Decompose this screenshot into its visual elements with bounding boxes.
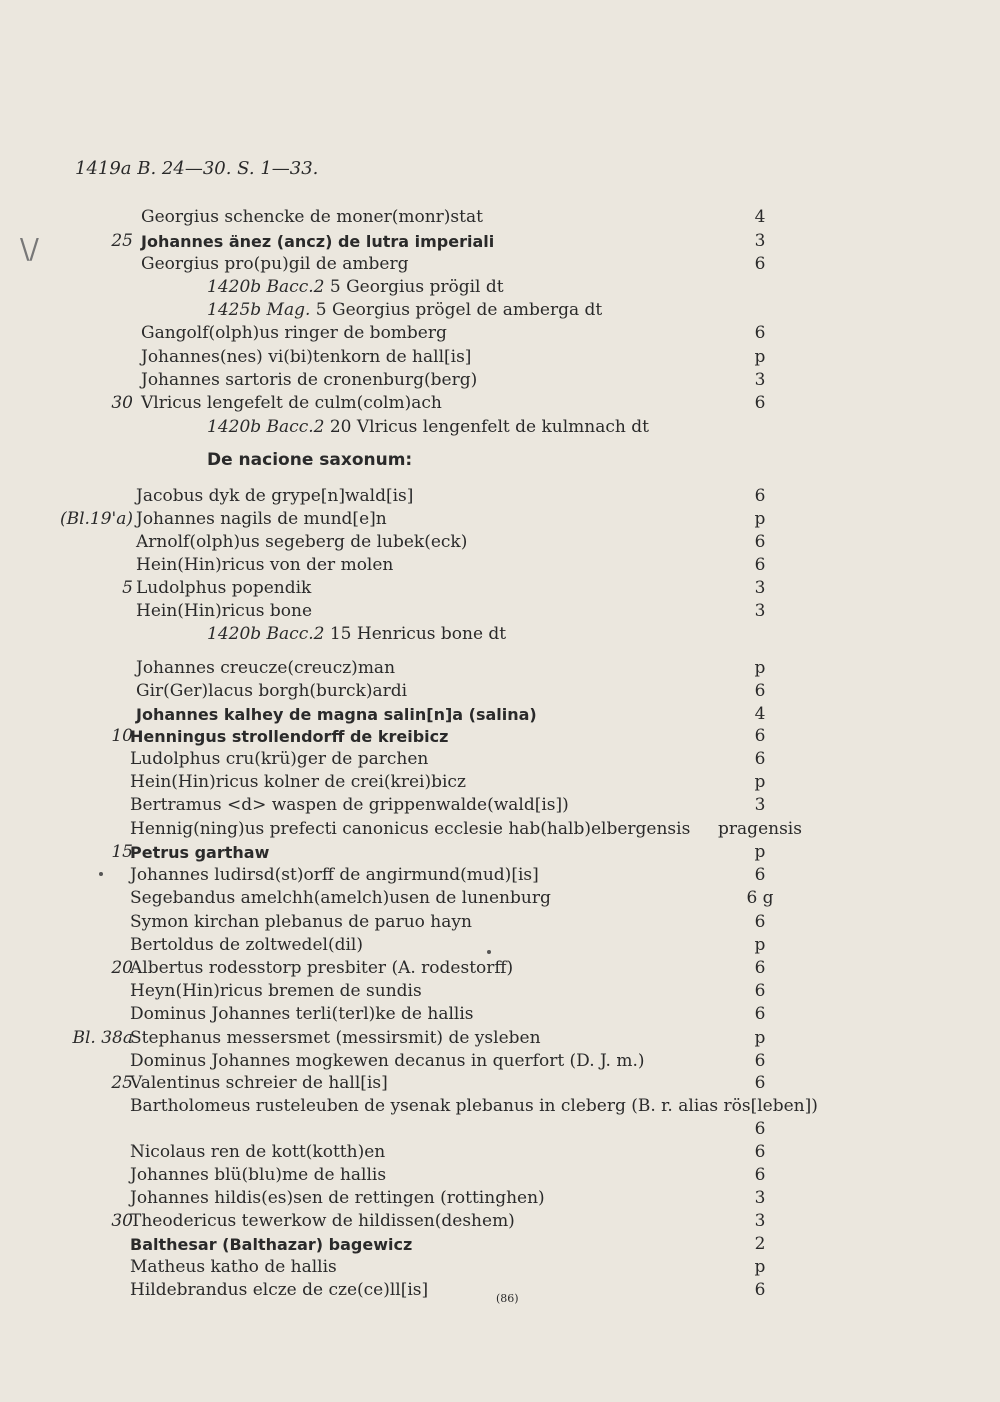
entry-row (0, 1003, 1000, 1026)
entry-name: Stephanus messersmet (messirsmit) de ysleben (130, 1028, 541, 1048)
degree-text: 5 Georgius prögil dt (329, 277, 504, 297)
entry-name: Hennig(ning)us prefecti canonicus ecclesie hab(halb)elbergensis (130, 819, 691, 839)
entry-value: pragensis (718, 819, 802, 839)
degree-prefix: 1420b Bacc.2 (207, 277, 325, 297)
entry-row (0, 1095, 1000, 1118)
entry-name: Matheus katho de hallis (130, 1257, 337, 1277)
entry-row (0, 299, 1000, 322)
entry-name: Gangolf(olph)us ringer de bomberg (141, 323, 447, 343)
entry-number: 20 (111, 958, 133, 978)
degree-prefix: 1420b Bacc.2 (207, 624, 325, 644)
entry-row (0, 206, 1000, 229)
degree-prefix: 1420b Bacc.2 (207, 417, 325, 437)
entry-name: Hein(Hin)ricus kolner de crei(krei)bicz (130, 772, 466, 792)
entry-value: p (754, 1257, 766, 1277)
entry-number: 15 (111, 842, 133, 862)
entry-name: Bertramus <d> waspen de grippenwalde(wald[is]) (130, 795, 569, 815)
entry-row (0, 794, 1000, 817)
entry-row (0, 508, 1000, 531)
entry-value: 6 (754, 681, 766, 701)
entry-row (0, 623, 1000, 646)
entry-value: 3 (754, 1188, 766, 1208)
entry-row (0, 322, 1000, 345)
entry-value: 6 (754, 749, 766, 769)
page-heading: 1419a B. 24—30. S. 1—33. (75, 158, 319, 179)
entry-value: 3 (754, 578, 766, 598)
entry-value: 3 (754, 231, 766, 251)
entry-name: Dominus Johannes terli(terl)ke de hallis (130, 1004, 474, 1024)
entry-name: Dominus Johannes mogkewen decanus in querfort (D. J. m.) (130, 1051, 645, 1071)
entry-value: 6 (754, 486, 766, 506)
entry-name: Ludolphus cru(krü)ger de parchen (130, 749, 429, 769)
entry-value: 6 (754, 323, 766, 343)
entry-value: 6 (754, 1280, 766, 1300)
entry-value: 6 (754, 865, 766, 885)
entry-row (0, 680, 1000, 703)
entry-name: Georgius pro(pu)gil de amberg (141, 254, 409, 274)
entry-value: p (754, 658, 766, 678)
entry-row (0, 1027, 1000, 1050)
entry-name: Valentinus schreier de hall[is] (130, 1073, 388, 1093)
entry-row (0, 1256, 1000, 1279)
entry-value: 3 (754, 370, 766, 390)
entry-row (0, 1141, 1000, 1164)
entry-value: 6 g (746, 888, 774, 908)
entry-value: p (754, 935, 766, 955)
entry-name: Johannes ludirsd(st)orff de angirmund(mud)[is] (130, 865, 539, 885)
entry-row (0, 600, 1000, 623)
entry-row (0, 1072, 1000, 1095)
entry-name: Johannes sartoris de cronenburg(berg) (141, 370, 478, 390)
entry-name: Bartholomeus rusteleuben de ysenak plebanus in cleberg (B. r. alias rös[leben]) (130, 1096, 818, 1116)
entry-value: 4 (754, 704, 766, 724)
entry-name: Johannes hildis(es)sen de rettingen (rottinghen) (130, 1188, 545, 1208)
entry-value: 6 (754, 1119, 766, 1139)
entry-name: Johannes änez (ancz) de lutra imperiali (141, 232, 495, 251)
entry-name: Theodericus tewerkow de hildissen(deshem) (130, 1211, 515, 1231)
entry-value: p (754, 842, 766, 862)
entry-row (0, 1210, 1000, 1233)
entry-value: 6 (754, 958, 766, 978)
entry-name: Petrus garthaw (130, 843, 270, 862)
page-number: (86) (496, 1292, 519, 1305)
entry-name: Hildebrandus elcze de cze(ce)ll[is] (130, 1280, 429, 1300)
entry-row (0, 392, 1000, 415)
entry-name: Johannes blü(blu)me de hallis (130, 1165, 387, 1185)
entry-row (0, 554, 1000, 577)
entry-value: 6 (754, 532, 766, 552)
entry-name: Georgius schencke de moner(monr)stat (141, 207, 483, 227)
ink-dot (487, 950, 491, 954)
entry-row (0, 1233, 1000, 1256)
entry-number: 30 (111, 393, 133, 413)
degree-note (207, 623, 506, 646)
entry-row (0, 748, 1000, 771)
entry-value: p (754, 347, 766, 367)
entry-name: Johannes kalhey de magna salin[n]a (salina) (136, 705, 537, 724)
entry-value: p (754, 772, 766, 792)
entry-row (0, 346, 1000, 369)
entry-number: 25 (111, 231, 133, 251)
entry-value: 6 (754, 1142, 766, 1162)
entry-name: Heyn(Hin)ricus bremen de sundis (130, 981, 422, 1001)
entry-row (0, 703, 1000, 726)
entry-number: 30 (111, 1211, 133, 1231)
degree-text: 5 Georgius prögel de amberga dt (315, 300, 603, 320)
entry-name: Arnolf(olph)us segeberg de lubek(eck) (136, 532, 468, 552)
degree-prefix: 1425b Mag. (207, 300, 311, 320)
entry-name: Segebandus amelchh(amelch)usen de lunenburg (130, 888, 551, 908)
entry-row (0, 887, 1000, 910)
entry-value: 3 (754, 1211, 766, 1231)
entry-row (0, 957, 1000, 980)
entry-name: Vlricus lengefelt de culm(colm)ach (141, 393, 442, 413)
entry-row (0, 818, 1000, 841)
entry-value: 4 (754, 207, 766, 227)
entry-row (0, 531, 1000, 554)
entry-row (0, 276, 1000, 299)
entry-row (0, 980, 1000, 1003)
entry-number: 5 (122, 578, 133, 598)
entry-name: Albertus rodesstorp presbiter (A. rodestorff) (130, 958, 514, 978)
entry-row (0, 725, 1000, 748)
entry-value: 2 (754, 1234, 766, 1254)
entry-row (0, 841, 1000, 864)
entry-name: Ludolphus popendik (136, 578, 312, 598)
degree-note (207, 299, 602, 322)
entry-name: Symon kirchan plebanus de paruo hayn (130, 912, 472, 932)
entry-row (0, 1050, 1000, 1073)
entry-name: Bertoldus de zoltwedel(dil) (130, 935, 363, 955)
entry-row (0, 771, 1000, 794)
entry-value: p (754, 509, 766, 529)
entry-name: Nicolaus ren de kott(kotth)en (130, 1142, 386, 1162)
entry-value: 6 (754, 1051, 766, 1071)
entry-row (0, 577, 1000, 600)
degree-text: 20 Vlricus lengenfelt de kulmnach dt (329, 417, 649, 437)
entry-name: Hein(Hin)ricus bone (136, 601, 313, 621)
entry-row (0, 1187, 1000, 1210)
entry-value: 6 (754, 254, 766, 274)
degree-note (207, 276, 504, 299)
entry-row (0, 416, 1000, 439)
entry-number: Bl. 38a (72, 1028, 133, 1048)
entry-row (0, 1164, 1000, 1187)
entry-value: 6 (754, 1165, 766, 1185)
entry-value: 3 (754, 601, 766, 621)
entry-value: 6 (754, 981, 766, 1001)
entry-row (0, 1118, 1000, 1141)
entry-name: Johannes creucze(creucz)man (136, 658, 396, 678)
entry-row (0, 864, 1000, 887)
entry-value: 6 (754, 1004, 766, 1024)
entry-row (0, 369, 1000, 392)
entry-name: Johannes nagils de mund[e]n (136, 509, 387, 529)
ink-dot (99, 872, 103, 876)
entry-name: Gir(Ger)lacus borgh(burck)ardi (136, 681, 408, 701)
entry-value: 6 (754, 726, 766, 746)
entry-value: 3 (754, 795, 766, 815)
entry-number: (Bl.19'a) (59, 509, 133, 529)
entry-value: 6 (754, 912, 766, 932)
degree-note (207, 416, 649, 439)
section-title: De nacione saxonum: (207, 450, 413, 470)
entry-name: Balthesar (Balthazar) bagewicz (130, 1235, 413, 1254)
entry-value: p (754, 1028, 766, 1048)
entry-number: 10 (111, 726, 133, 746)
entry-row (0, 253, 1000, 276)
entry-value: 6 (754, 393, 766, 413)
degree-text: 15 Henricus bone dt (329, 624, 507, 644)
entry-name: Henningus strollendorff de kreibicz (130, 727, 449, 746)
entry-row (0, 485, 1000, 508)
entry-row (0, 934, 1000, 957)
entry-name: Johannes(nes) vi(bi)tenkorn de hall[is] (141, 347, 472, 367)
entry-name: Jacobus dyk de grype[n]wald[is] (136, 486, 414, 506)
entry-value: 6 (754, 1073, 766, 1093)
entry-row (0, 230, 1000, 253)
entry-value: 6 (754, 555, 766, 575)
margin-mark: \/ (20, 232, 39, 265)
entry-row (0, 911, 1000, 934)
entry-number: 25 (111, 1073, 133, 1093)
entry-name: Hein(Hin)ricus von der molen (136, 555, 394, 575)
entry-row (0, 657, 1000, 680)
